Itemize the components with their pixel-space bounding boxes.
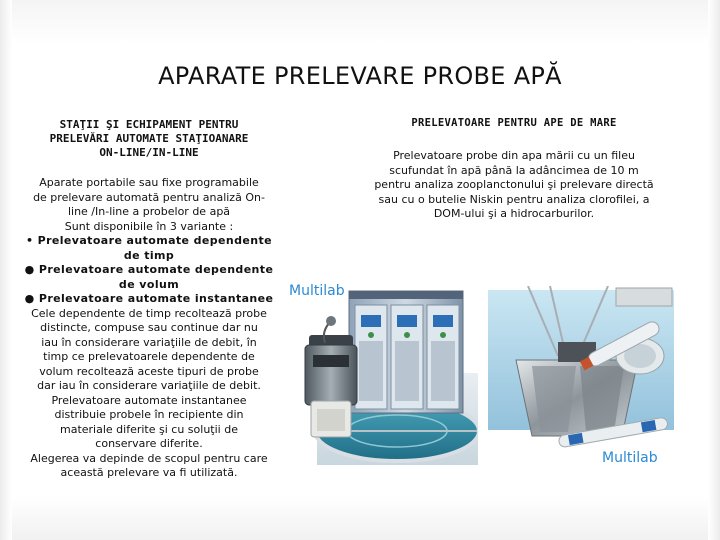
body-line: această prelevare va fi utilizată. [60,466,238,479]
body-line: DOM-ului şi a hidrocarburilor. [433,207,595,220]
bullet-line: ● Prelevatoare automate instantanee [24,292,274,305]
left-heading-line: PRELEVĂRI AUTOMATE STAŢIOANARE [49,132,249,145]
body-line: conservare diferite. [95,437,203,450]
body-line: Sunt disponibile în 3 variante : [64,219,234,233]
logo-text: Multilab [602,450,658,466]
body-line: sau cu o butelie Niskin pentru analiza clorofilei, a [378,192,650,206]
body-line: Aparate portabile sau fixe programabile [39,176,259,189]
sampler-stations-image [287,281,478,465]
slide-title: APARATE PRELEVARE PROBE APĂ [158,62,562,90]
left-heading [18,118,280,160]
bullet-line: de volum [118,277,180,291]
left-body [18,176,280,481]
left-column [18,118,280,481]
body-line: Prelevatoare probe din apa mării cu un fileu [393,149,635,162]
body-line: Alegerea va depinde de scopul pentru care [30,451,268,465]
body-line: pentru analiza zooplanctonului şi prelevare directă [374,178,654,191]
bullet-line: ● Prelevatoare automate dependente [24,263,274,276]
body-line: scufundat în apă până la adâncimea de 10 m [389,163,639,177]
left-heading-line: STAŢII ŞI ECHIPAMENT PENTRU [59,118,239,131]
multilab-logo [289,283,345,299]
right-column [358,116,670,222]
bullet-line: de timp [123,248,175,262]
body-line: timp ce prelevatoarele dependente de [43,350,255,363]
multilab-logo [602,450,658,466]
body-line: distincte, compuse sau continue dar nu [40,321,258,334]
body-line: volum recoltează aceste tipuri de probe [39,364,259,378]
body-line: line /In-line a probelor de apă [67,205,231,218]
bullet-line: • Prelevatoare automate dependente [25,234,273,247]
body-line: distribuie probele în recipiente din [54,408,244,421]
body-line: de prelevare automată pentru analiză On- [33,190,265,204]
right-heading: PRELEVATOARE PENTRU APE DE MARE [411,117,617,129]
left-heading-line: ON-LINE/IN-LINE [99,146,199,159]
body-line: dar iau în considerare variaţiile de debit. [37,379,261,392]
marine-sampler-image [488,286,674,476]
body-line: materiale diferite şi cu soluţii de [60,422,238,436]
body-line: Prelevatoare automate instantanee [51,393,247,407]
body-line: Cele dependente de timp recoltează probe [31,306,267,320]
right-body [358,149,670,222]
logo-text: Multilab [289,283,345,299]
body-line: iau în considerare variaţiile de debit, în [41,335,257,349]
